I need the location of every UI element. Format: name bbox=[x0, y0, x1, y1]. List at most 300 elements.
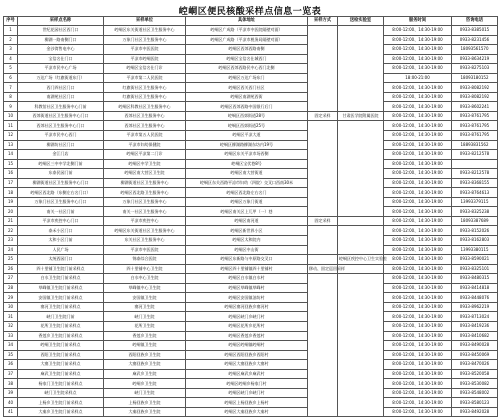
row-number: 17 bbox=[4, 178, 18, 188]
sampling-method: 固定采样 bbox=[308, 216, 338, 226]
site-address: 崆峒区东关平凉市场西侧 bbox=[186, 150, 308, 160]
service-time: 8:00-12:00、14:30-19:00 bbox=[384, 379, 452, 389]
site-name: 白水卫生院门前采样点 bbox=[18, 274, 104, 284]
sampling-unit: 南关一社区卫生服务中心 bbox=[104, 207, 186, 217]
service-time: 8:00-12:00、14:30-19:00 bbox=[384, 321, 452, 331]
column-header-address: 具体地址 bbox=[186, 17, 308, 26]
service-time: 8:00-12:00、14:30-19:00 bbox=[384, 207, 452, 217]
sampling-unit: 崆峒区平凉第二门诊 bbox=[104, 150, 186, 160]
service-time: 8:00-12:00、14:30-19:00 bbox=[384, 121, 452, 131]
column-header-phone: 咨询电话 bbox=[452, 17, 498, 26]
sampling-unit: 西阳回族乡卫生院 bbox=[104, 350, 186, 360]
service-time: 8:00-12:00、14:30-19:00 bbox=[384, 111, 452, 121]
sampling-method bbox=[308, 26, 338, 112]
row-number: 11 bbox=[4, 121, 18, 131]
contact-phone: 0933-8490028 bbox=[452, 341, 498, 351]
service-time: 8:00-12:00、14:30-19:00 bbox=[384, 150, 452, 160]
row-number: 27 bbox=[4, 274, 18, 284]
row-number: 39 bbox=[4, 388, 18, 398]
contact-phone: 18893831562 bbox=[452, 140, 498, 150]
sampling-unit: 崆峒区南大营区卫生院 bbox=[104, 169, 186, 179]
service-time: 8:00-12:00、14:30-19:00 bbox=[384, 331, 452, 341]
table-row bbox=[4, 245, 498, 255]
service-time: 8:00-12:00、14:30-19:00 bbox=[384, 245, 452, 255]
contact-phone: 0933-8470026 bbox=[452, 360, 498, 370]
service-time: 8:00-12:00、14:30-19:00 bbox=[384, 398, 452, 408]
site-address: 崆峒区白水镇白水村 bbox=[186, 274, 308, 284]
table-header-row bbox=[4, 17, 498, 26]
row-number: 5 bbox=[4, 64, 18, 74]
contact-phone: 0933-8492028 bbox=[452, 407, 498, 417]
site-address: 崆峒区西郊街道25号 bbox=[186, 121, 308, 131]
contact-phone: 0933-8419236 bbox=[452, 321, 498, 331]
contact-phone: 0933-8082192 bbox=[452, 92, 498, 102]
contact-phone: 0933-8713024 bbox=[452, 312, 498, 322]
table-row bbox=[4, 379, 498, 389]
contact-phone: 0933-8212578 bbox=[452, 150, 498, 160]
table-row bbox=[4, 331, 498, 341]
column-header-method: 采样方式 bbox=[308, 17, 338, 26]
site-address: 崆峒区西郊西路中国银行后门 bbox=[186, 102, 308, 112]
row-number: 3 bbox=[4, 45, 18, 55]
site-name: 平凉市民中心广场 bbox=[18, 64, 104, 74]
sampling-unit: 崆峒区科教社区卫生服务中心 bbox=[104, 102, 186, 112]
site-name: 四十里铺卫生院门前采样点 bbox=[18, 264, 104, 274]
service-time: 8:00-12:00、14:30-19:00 bbox=[384, 45, 452, 55]
site-name: 人民广场 bbox=[18, 245, 104, 255]
sampling-unit: 红旗街社区卫生服务中心 bbox=[104, 83, 186, 93]
sampling-unit: 东关社区卫生服务中心 bbox=[104, 236, 186, 246]
site-address: 崆峒区香莲乡香莲村 bbox=[186, 331, 308, 341]
table-row bbox=[4, 302, 498, 312]
sampling-unit: 万象门社区卫生服务中心 bbox=[104, 35, 186, 45]
site-address: 崆峒区南河道 bbox=[186, 216, 308, 226]
row-number: 16 bbox=[4, 169, 18, 179]
row-number: 9 bbox=[4, 102, 18, 112]
contact-phone: 0933-8162803 bbox=[452, 236, 498, 246]
sampling-unit: 崆峒区中学卫生院 bbox=[104, 159, 186, 169]
service-time: 8:00-12:00、14:30-19:00 bbox=[384, 216, 452, 226]
site-name: 寨河卫生院门前采样点 bbox=[18, 302, 104, 312]
row-number: 26 bbox=[4, 264, 18, 274]
contact-phone: 0933-8761795 bbox=[452, 121, 498, 131]
site-address: 崆峒区柳湖路柳湖东坊内19号 bbox=[186, 140, 308, 150]
row-number: 24 bbox=[4, 245, 18, 255]
contact-phone: 0933-8548002 bbox=[452, 388, 498, 398]
table-row bbox=[4, 45, 498, 55]
contact-phone: 13993380115 bbox=[452, 245, 498, 255]
contact-phone: 0933-8761795 bbox=[452, 111, 498, 121]
site-address: 崆峒区新世界小区 bbox=[186, 226, 308, 236]
sampling-unit: 崆峒区东关街道社区卫生服务中心 bbox=[104, 26, 186, 36]
site-address: 崆峒区大秦回族乡大秦村 bbox=[186, 407, 308, 417]
testing-lab bbox=[338, 274, 384, 417]
row-number: 15 bbox=[4, 159, 18, 169]
row-number: 6 bbox=[4, 73, 18, 83]
sampling-unit: 香莲乡卫生院 bbox=[104, 331, 186, 341]
service-time: 8:00-12:00、14:30-19:00 bbox=[384, 312, 452, 322]
contact-phone: 0933-8580123 bbox=[452, 398, 498, 408]
testing-lab: 崆峒区疾控中心卫生实验室 bbox=[338, 255, 384, 265]
sampling-unit: 峡门卫生院 bbox=[104, 312, 186, 322]
site-address: 崆峒区平凉大道 bbox=[186, 131, 308, 141]
contact-phone: 0933-8385015 bbox=[452, 26, 498, 36]
contact-phone: 0933-8602241 bbox=[452, 102, 498, 112]
site-address: 崆峒区南湖苑西街 bbox=[186, 92, 308, 102]
row-number: 33 bbox=[4, 331, 18, 341]
row-number: 29 bbox=[4, 293, 18, 303]
table-row bbox=[4, 197, 498, 207]
contact-phone: 18093561570 bbox=[452, 45, 498, 55]
sampling-unit: 崆峒乡卫生院 bbox=[104, 379, 186, 389]
row-number: 13 bbox=[4, 140, 18, 150]
row-number: 23 bbox=[4, 236, 18, 246]
service-time: 8:00-12:00、14:30-19:00 bbox=[384, 350, 452, 360]
contact-phone: 0933-8212578 bbox=[452, 169, 498, 179]
contact-phone: 0933-8275103 bbox=[452, 64, 498, 74]
table-row bbox=[4, 226, 498, 236]
sampling-method bbox=[308, 226, 338, 255]
table-row bbox=[4, 274, 498, 284]
site-address: 崆峒区寨河回族乡寨河村 bbox=[186, 302, 308, 312]
service-time: 8:00-12:00、14:30-19:00 bbox=[384, 159, 452, 169]
contact-phone: 0933-8152026 bbox=[452, 226, 498, 236]
site-name: 太统西园门口 bbox=[18, 255, 104, 265]
table-row bbox=[4, 360, 498, 370]
table-row bbox=[4, 341, 498, 351]
service-time: 8:00-12:00、14:30-19:00 bbox=[384, 102, 452, 112]
sampling-unit: 平凉市第五人民医院 bbox=[104, 131, 186, 141]
row-number: 38 bbox=[4, 379, 18, 389]
row-number: 41 bbox=[4, 407, 18, 417]
testing-lab bbox=[338, 26, 384, 112]
row-number: 1 bbox=[4, 26, 18, 36]
sampling-unit: 麻武乡卫生院 bbox=[104, 369, 186, 379]
row-number: 22 bbox=[4, 226, 18, 236]
sampling-unit: 白水中心卫生院 bbox=[104, 274, 186, 284]
site-name: 科教馆社区卫生服务中心门前 bbox=[18, 102, 104, 112]
testing-lab: 甘肃医学院附属医院 bbox=[338, 111, 384, 121]
site-name: 崆峒区三中中学北侧门前 bbox=[18, 159, 104, 169]
service-time: 8:00-12:00、14:30-19:00 bbox=[384, 236, 452, 246]
contact-phone: 0933-8634219 bbox=[452, 54, 498, 64]
row-number: 36 bbox=[4, 360, 18, 370]
site-name: 西阳卫生院门前采样点 bbox=[18, 350, 104, 360]
contact-phone bbox=[452, 159, 498, 169]
row-number: 32 bbox=[4, 321, 18, 331]
sampling-unit: 柳湖街道社区卫生服务中心 bbox=[104, 178, 186, 188]
table-row bbox=[4, 150, 498, 160]
sampling-method bbox=[308, 121, 338, 216]
site-name: 香莲乡卫生院门前采样点 bbox=[18, 331, 104, 341]
sampling-unit: 崆峒区东关街道社区卫生服务中心 bbox=[104, 226, 186, 236]
table-row bbox=[4, 407, 498, 417]
sampling-method bbox=[308, 274, 338, 417]
column-header-time: 服务时间 bbox=[384, 17, 452, 26]
sampling-sites-table bbox=[3, 16, 498, 417]
site-name: 南关一社区门前 bbox=[18, 207, 104, 217]
row-number: 12 bbox=[4, 131, 18, 141]
contact-phone: 0933-8450069 bbox=[452, 350, 498, 360]
contact-phone: 0933-8530082 bbox=[452, 379, 498, 389]
site-address: 崆峒区西郊西路南侧 bbox=[186, 45, 308, 55]
site-name: 上杨乡卫生院门前采样点 bbox=[18, 398, 104, 408]
contact-phone: 0933-8520058 bbox=[452, 369, 498, 379]
sampling-unit: 平凉市第二人民医院 bbox=[104, 73, 186, 83]
row-number: 14 bbox=[4, 150, 18, 160]
sampling-unit: 平凉市中医医院 bbox=[104, 245, 186, 255]
table-row bbox=[4, 398, 498, 408]
table-row bbox=[4, 159, 498, 169]
site-name: 泰禾小区门口 bbox=[18, 226, 104, 236]
contact-phone: 0933-8231456 bbox=[452, 35, 498, 45]
row-number: 25 bbox=[4, 255, 18, 265]
service-time: 8:00-12:00、14:30-19:00 bbox=[384, 140, 452, 150]
sampling-method: 固定采样 bbox=[308, 111, 338, 121]
row-number: 19 bbox=[4, 197, 18, 207]
service-time: 8:00-12:00、14:30-19:00 bbox=[384, 35, 452, 45]
table-row bbox=[4, 188, 498, 198]
testing-lab bbox=[338, 216, 384, 226]
site-name: 西门四社区门口 bbox=[18, 83, 104, 93]
site-address: 崆峒区安国镇油坊村 bbox=[186, 293, 308, 303]
sampling-method bbox=[308, 255, 338, 265]
row-number: 35 bbox=[4, 350, 18, 360]
sampling-unit: 红旗街社区卫生服务中心 bbox=[104, 92, 186, 102]
row-number: 2 bbox=[4, 35, 18, 45]
row-number: 18 bbox=[4, 188, 18, 198]
site-name: 杨家门卫生院门前采样点 bbox=[18, 379, 104, 389]
testing-lab bbox=[338, 121, 384, 216]
site-name: 安国镇卫生院门前采样点 bbox=[18, 293, 104, 303]
site-address: 崆峒区崆峒乡杨家门村 bbox=[186, 379, 308, 389]
table-row bbox=[4, 216, 498, 226]
site-name: 崆峒区西北路（东侧左右名门口） bbox=[18, 188, 104, 198]
site-address: 崆峒区四十里铺镇四十里铺村 bbox=[186, 264, 308, 274]
sampling-unit: 平凉市中医医院 bbox=[104, 45, 186, 55]
site-address: 崆峒区崆峒镇崆峒村 bbox=[186, 341, 308, 351]
row-number: 31 bbox=[4, 312, 18, 322]
table-row bbox=[4, 140, 498, 150]
row-number: 8 bbox=[4, 92, 18, 102]
row-number: 37 bbox=[4, 369, 18, 379]
site-address: 崆峒区万象门街道 bbox=[186, 197, 308, 207]
contact-phone: 0933-8368155 bbox=[452, 178, 498, 188]
service-time: 8:00-12:00、14:30-19:00 bbox=[384, 360, 452, 370]
contact-phone: 0933-8962219 bbox=[452, 302, 498, 312]
site-name: 平凉市民中心西门 bbox=[18, 131, 104, 141]
service-time: 8:00-12:00、14:30-19:00 bbox=[384, 64, 452, 74]
sampling-unit: 寨河卫生院 bbox=[104, 302, 186, 312]
site-address: 崆峒区东关西路平凉市妇幼（四院）交叉口西南30米 bbox=[186, 178, 308, 188]
sampling-unit: 崆峒区西北路卫生服务中心 bbox=[104, 188, 186, 198]
table-row bbox=[4, 178, 498, 188]
service-time: 8:00-12:00、14:30-19:00 bbox=[384, 369, 452, 379]
table-row bbox=[4, 264, 498, 274]
table-row bbox=[4, 54, 498, 64]
service-time: 8:00-12:00、14:30-19:00 bbox=[384, 226, 452, 236]
sampling-unit: 峡门卫生院 bbox=[104, 388, 186, 398]
contact-phone: 0933-8082192 bbox=[452, 83, 498, 93]
site-address: 崆峒区麻武乡麻武村 bbox=[186, 369, 308, 379]
sampling-unit: 上杨回族乡卫生院 bbox=[104, 398, 186, 408]
site-address: 崆峒区中山街 bbox=[186, 245, 308, 255]
site-address: 崆峒区西阳回族乡西阳村 bbox=[186, 350, 308, 360]
table-row bbox=[4, 102, 498, 112]
service-time: 8:00-12:00、14:30-19:00 bbox=[384, 54, 452, 64]
site-name: 花所卫生院门前采样点 bbox=[18, 321, 104, 331]
site-address: 崆峒区西关西门社区 bbox=[186, 83, 308, 93]
column-header-lab: 送检实验室 bbox=[338, 17, 384, 26]
site-address: 崆峒区太和院内 bbox=[186, 236, 308, 246]
service-time: 8:00-12:00、14:30-19:00 bbox=[384, 388, 452, 398]
site-name: 平凉市疾控中心门口 bbox=[18, 216, 104, 226]
contact-phone: 0933-8480315 bbox=[452, 274, 498, 284]
table-row bbox=[4, 131, 498, 141]
service-time: 8:00-12:00、14:30-19:00 bbox=[384, 197, 452, 207]
table-row bbox=[4, 255, 498, 265]
row-number: 21 bbox=[4, 216, 18, 226]
site-address: 崆峒区南关区上兀甲（一）巷 bbox=[186, 207, 308, 217]
site-address: 崆峒区西北路左右名门 bbox=[186, 188, 308, 198]
contact-phone: 0933-8325101 bbox=[452, 264, 498, 274]
site-name: 草峰镇卫生院门前采样点 bbox=[18, 283, 104, 293]
table-row bbox=[4, 312, 498, 322]
table-row bbox=[4, 64, 498, 74]
site-address: 崆峒区西郊西路民中心西门北侧 bbox=[186, 64, 308, 74]
sampling-unit: 花所卫生院 bbox=[104, 321, 186, 331]
table-row bbox=[4, 169, 498, 179]
row-number: 34 bbox=[4, 341, 18, 351]
site-name: 东泰民园门前 bbox=[18, 169, 104, 179]
site-name: 金江门店 bbox=[18, 150, 104, 160]
site-address: 崆峒区西郊街道28号 bbox=[186, 111, 308, 121]
service-time: 8:00-12:00、14:30-19:00 bbox=[384, 26, 452, 36]
contact-phone: 0933-8764613 bbox=[452, 188, 498, 198]
service-time: 8:00-12:00、14:30-19:00 bbox=[384, 92, 452, 102]
sampling-unit: 西郊社区卫生服务中心 bbox=[104, 121, 186, 131]
row-number: 30 bbox=[4, 302, 18, 312]
sampling-unit: 崆峒区宝信名仕门诊 bbox=[104, 64, 186, 74]
table-row bbox=[4, 92, 498, 102]
sampling-unit: 大秦回族乡卫生院 bbox=[104, 407, 186, 417]
contact-phone: 0933-8448076 bbox=[452, 293, 498, 303]
sampling-unit: 平凉市妇幼保健院 bbox=[104, 140, 186, 150]
site-address: 崆峒区东新路与中原路交叉口 bbox=[186, 255, 308, 265]
sampling-unit: 草峰镇中心卫生院 bbox=[104, 283, 186, 293]
page-title: 崆峒区便民核酸采样点信息一览表 bbox=[178, 7, 322, 17]
sampling-unit: 大寨回族乡卫生院 bbox=[104, 360, 186, 370]
service-time: 8:00-12:00、14:30-19:00 bbox=[384, 274, 452, 284]
site-name: 西郊街道社区卫生服务中心门口 bbox=[18, 111, 104, 121]
site-address: 崆峒区花所乡花所村 bbox=[186, 321, 308, 331]
service-time: 8:00-12:00、14:30-19:00 bbox=[384, 131, 452, 141]
service-time: 8:00-12:00、14:30-19:00 bbox=[384, 255, 452, 265]
table-row bbox=[4, 73, 498, 83]
site-name: 世纪花园社区西门口 bbox=[18, 26, 104, 36]
table-row bbox=[4, 321, 498, 331]
sampling-unit: 平凉市疾控中心 bbox=[104, 216, 186, 226]
contact-phone: 13993379115 bbox=[452, 197, 498, 207]
site-name: 金沙湾售电中心 bbox=[18, 45, 104, 55]
column-header-unit: 采样单位 bbox=[104, 17, 186, 26]
site-address: 崆峒区南大营街道 bbox=[186, 169, 308, 179]
service-time: 8:00-12:00、14:30-19:00 bbox=[384, 264, 452, 274]
contact-phone: 0933-8414818 bbox=[452, 283, 498, 293]
row-number: 40 bbox=[4, 398, 18, 408]
site-name: 南湖苑社区门口 bbox=[18, 92, 104, 102]
service-time: 8:00-12:00、14:30-19:00 bbox=[384, 83, 452, 93]
testing-lab bbox=[338, 226, 384, 255]
site-address: 崆峒区宝信名仕城西门 bbox=[186, 54, 308, 64]
row-number: 4 bbox=[4, 54, 18, 64]
service-time: 8:00-12:00、14:30-19:00 bbox=[384, 178, 452, 188]
table-row bbox=[4, 293, 498, 303]
site-name: 峡门卫生院门前 bbox=[18, 312, 104, 322]
site-name: 大秦乡卫生院门前采样点 bbox=[18, 407, 104, 417]
site-name: 峡门卫生院采样点 bbox=[18, 388, 104, 398]
site-address: 崆峒区峡门乡峡门村 bbox=[186, 388, 308, 398]
row-number: 10 bbox=[4, 111, 18, 121]
site-name: 万达广场（红旗街道东门） bbox=[18, 73, 104, 83]
service-time: 18:00-21:00 bbox=[384, 73, 452, 83]
sampling-unit: 四十里铺中心卫生院 bbox=[104, 264, 186, 274]
site-address: 崆峒区广成路（平凉市中医院隔壁对面） bbox=[186, 26, 308, 36]
sampling-unit: 锦泰综合医院 bbox=[104, 255, 186, 265]
site-address: 崆峒区万达广场东门 bbox=[186, 73, 308, 83]
sampling-unit: 西郊社区卫生服务中心 bbox=[104, 111, 186, 121]
site-name: 柳湖街道社区卫生服务中心门口 bbox=[18, 178, 104, 188]
column-header-site-name: 采样点名称 bbox=[18, 17, 104, 26]
service-time: 8:00-12:00、14:30-19:00 bbox=[384, 407, 452, 417]
table-row bbox=[4, 35, 498, 45]
column-header-no: 序号 bbox=[4, 17, 18, 26]
site-address: 崆峒区上杨回族乡上杨村 bbox=[186, 398, 308, 408]
site-address: 崆峒区草峰镇草峰村 bbox=[186, 283, 308, 293]
service-time: 8:00-12:00、14:30-19:00 bbox=[384, 169, 452, 179]
site-address: 崆峒区广成路（平凉市税务局隔壁对面） bbox=[186, 35, 308, 45]
site-name: 崆峒卫生院门前采样点 bbox=[18, 341, 104, 351]
service-time: 8:00-12:00、14:30-19:00 bbox=[384, 283, 452, 293]
site-name: 太和小区门前 bbox=[18, 236, 104, 246]
contact-phone: 18093387689 bbox=[452, 216, 498, 226]
contact-phone: 18093180152 bbox=[452, 73, 498, 83]
table-row bbox=[4, 111, 498, 121]
site-name: 柳湖坊社区门口 bbox=[18, 140, 104, 150]
table-row bbox=[4, 283, 498, 293]
table-row bbox=[4, 369, 498, 379]
sampling-method: 移动、固定巡回采样 bbox=[308, 264, 338, 274]
site-name: 麻武卫生院门前采样点 bbox=[18, 369, 104, 379]
table-row bbox=[4, 26, 498, 36]
sampling-unit: 平凉市崆峒医院 bbox=[104, 54, 186, 64]
site-address: 崆峒区宝伏巷8号 bbox=[186, 159, 308, 169]
sampling-unit: 万象门社区卫生服务中心 bbox=[104, 197, 186, 207]
site-name: 万象门社区卫生服务中心门口 bbox=[18, 197, 104, 207]
sampling-unit: 崆峒镇卫生院 bbox=[104, 341, 186, 351]
contact-phone: 0933-8410682 bbox=[452, 331, 498, 341]
sampling-unit: 安国镇卫生院 bbox=[104, 293, 186, 303]
site-address: 崆峒区峡门乡峡门村 bbox=[186, 312, 308, 322]
site-name: 宝信名仕门口 bbox=[18, 54, 104, 64]
row-number: 7 bbox=[4, 83, 18, 93]
service-time: 8:00-12:00、14:30-19:00 bbox=[384, 341, 452, 351]
row-number: 28 bbox=[4, 283, 18, 293]
site-name: 西郊社区卫生服务中心门口 bbox=[18, 121, 104, 131]
contact-phone: 0933-8590021 bbox=[452, 255, 498, 265]
service-time: 8:00-12:00、14:30-19:00 bbox=[384, 293, 452, 303]
site-name: 大寨卫生院门前采样点 bbox=[18, 360, 104, 370]
